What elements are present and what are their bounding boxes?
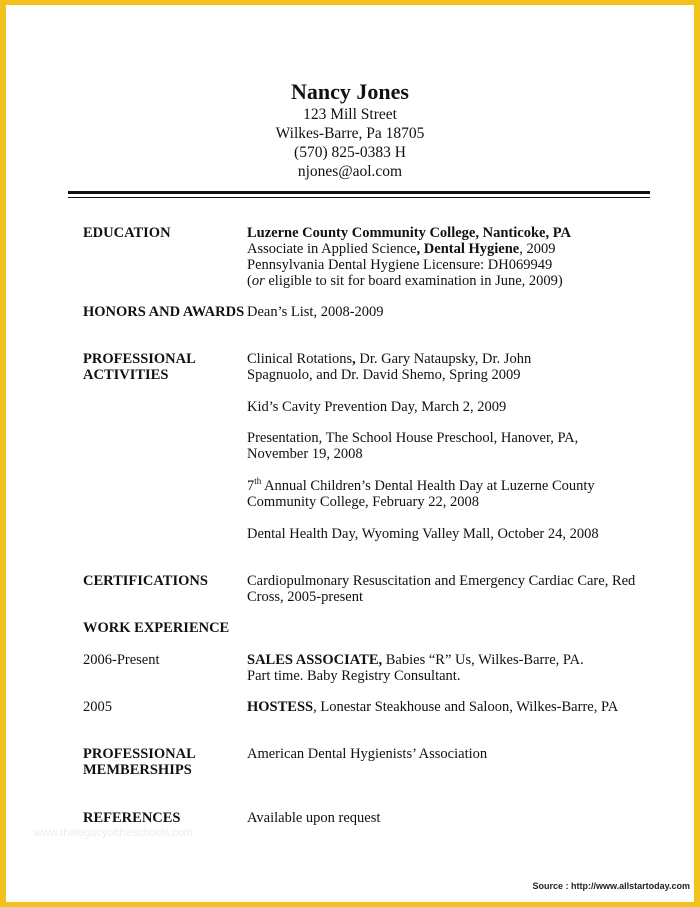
- degree-major: , Dental Hygiene: [416, 241, 520, 257]
- activity-item: Kid’s Cavity Prevention Day, March 2, 2009: [247, 399, 507, 415]
- certification-line: Cross, 2005-present: [247, 589, 363, 605]
- honors-text: Dean’s List, 2008-2009: [247, 304, 384, 320]
- phone-number: (570) 825-0383 H: [294, 144, 406, 161]
- activity-item: Dental Health Day, Wyoming Valley Mall, October 24, 2008: [247, 526, 599, 542]
- ordinal-suffix: th: [254, 476, 262, 487]
- activities-label-line1: PROFESSIONAL: [83, 351, 196, 367]
- work-experience-label: WORK EXPERIENCE: [83, 620, 230, 636]
- street-address: 123 Mill Street: [303, 106, 397, 123]
- activity-item: [247, 430, 647, 462]
- certification-line: Cardiopulmonary Resuscitation and Emergency Cardiac Care, Red: [247, 573, 636, 589]
- source-credit: Source : http://www.allstartoday.com: [532, 881, 690, 891]
- references-text: Available upon request: [247, 810, 381, 826]
- activity-text: Dr. Gary Nataupsky, Dr. John: [355, 351, 532, 367]
- job-entry: [247, 699, 647, 715]
- memberships-label-line2: MEMBERSHIPS: [83, 762, 192, 778]
- memberships-text: American Dental Hygienists’ Association: [247, 746, 488, 762]
- job-title: SALES ASSOCIATE,: [247, 652, 383, 668]
- activities-label-line2: ACTIVITIES: [83, 367, 169, 383]
- job-entry: [247, 652, 647, 684]
- header-divider-thin: [68, 197, 650, 198]
- job-employer: , Lonestar Steakhouse and Saloon, Wilkes-Barre, PA: [313, 699, 619, 715]
- city-state-zip: Wilkes-Barre, Pa 18705: [275, 125, 425, 142]
- header-divider-thick: [68, 191, 650, 194]
- ordinal-number: 7: [247, 478, 255, 494]
- eligibility-paren: (: [247, 273, 252, 289]
- education-degree: [247, 241, 647, 257]
- activity-line: Spagnuolo, and Dr. David Shemo, Spring 2009: [247, 367, 521, 383]
- activity-item: [247, 351, 647, 383]
- activity-comma: ,: [352, 351, 356, 367]
- job-line: [247, 652, 647, 668]
- job-title: HOSTESS: [247, 699, 314, 715]
- email-address: njones@aol.com: [297, 163, 403, 180]
- education-license: Pennsylvania Dental Hygiene Licensure: DH069949: [247, 257, 553, 273]
- watermark-text: www.thelegacyoftheschools.com: [34, 827, 193, 839]
- memberships-label: [83, 746, 196, 778]
- references-label: REFERENCES: [83, 810, 181, 826]
- activity-line: Community College, February 22, 2008: [247, 494, 479, 510]
- activity-line: [247, 351, 647, 367]
- resume-page: [6, 5, 694, 902]
- job-dates: 2006-Present: [83, 652, 160, 668]
- degree-year: , 2009: [519, 241, 556, 257]
- education-school: Luzerne County Community College, Nanticoke, PA: [247, 225, 571, 241]
- certifications-content: [247, 573, 647, 605]
- education-eligibility: [247, 273, 647, 289]
- honors-label: HONORS AND AWARDS: [83, 304, 245, 320]
- job-dates: 2005: [83, 699, 112, 715]
- activity-line: [247, 478, 647, 494]
- applicant-name: Nancy Jones: [291, 79, 409, 104]
- activity-line: November 19, 2008: [247, 446, 363, 462]
- eligibility-text: eligible to sit for board examination in June, 2009): [264, 273, 563, 289]
- resume-header: [6, 79, 694, 181]
- certifications-label: CERTIFICATIONS: [83, 573, 208, 589]
- activity-title: Clinical Rotations: [247, 351, 353, 367]
- activity-line: Presentation, The School House Preschool, Hanover, PA,: [247, 430, 579, 446]
- job-description: Part time. Baby Registry Consultant.: [247, 668, 461, 684]
- degree-type: Associate in Applied Science: [247, 241, 417, 257]
- memberships-label-line1: PROFESSIONAL: [83, 746, 196, 762]
- education-label: EDUCATION: [83, 225, 171, 241]
- education-content: [247, 225, 647, 289]
- eligibility-or: or: [251, 273, 265, 289]
- activities-label: [83, 351, 196, 383]
- job-employer: Babies “R” Us, Wilkes-Barre, PA.: [382, 652, 584, 668]
- activity-item: [247, 478, 647, 510]
- activity-text: Annual Children’s Dental Health Day at Luzerne County: [261, 478, 595, 494]
- job-line: [247, 699, 647, 715]
